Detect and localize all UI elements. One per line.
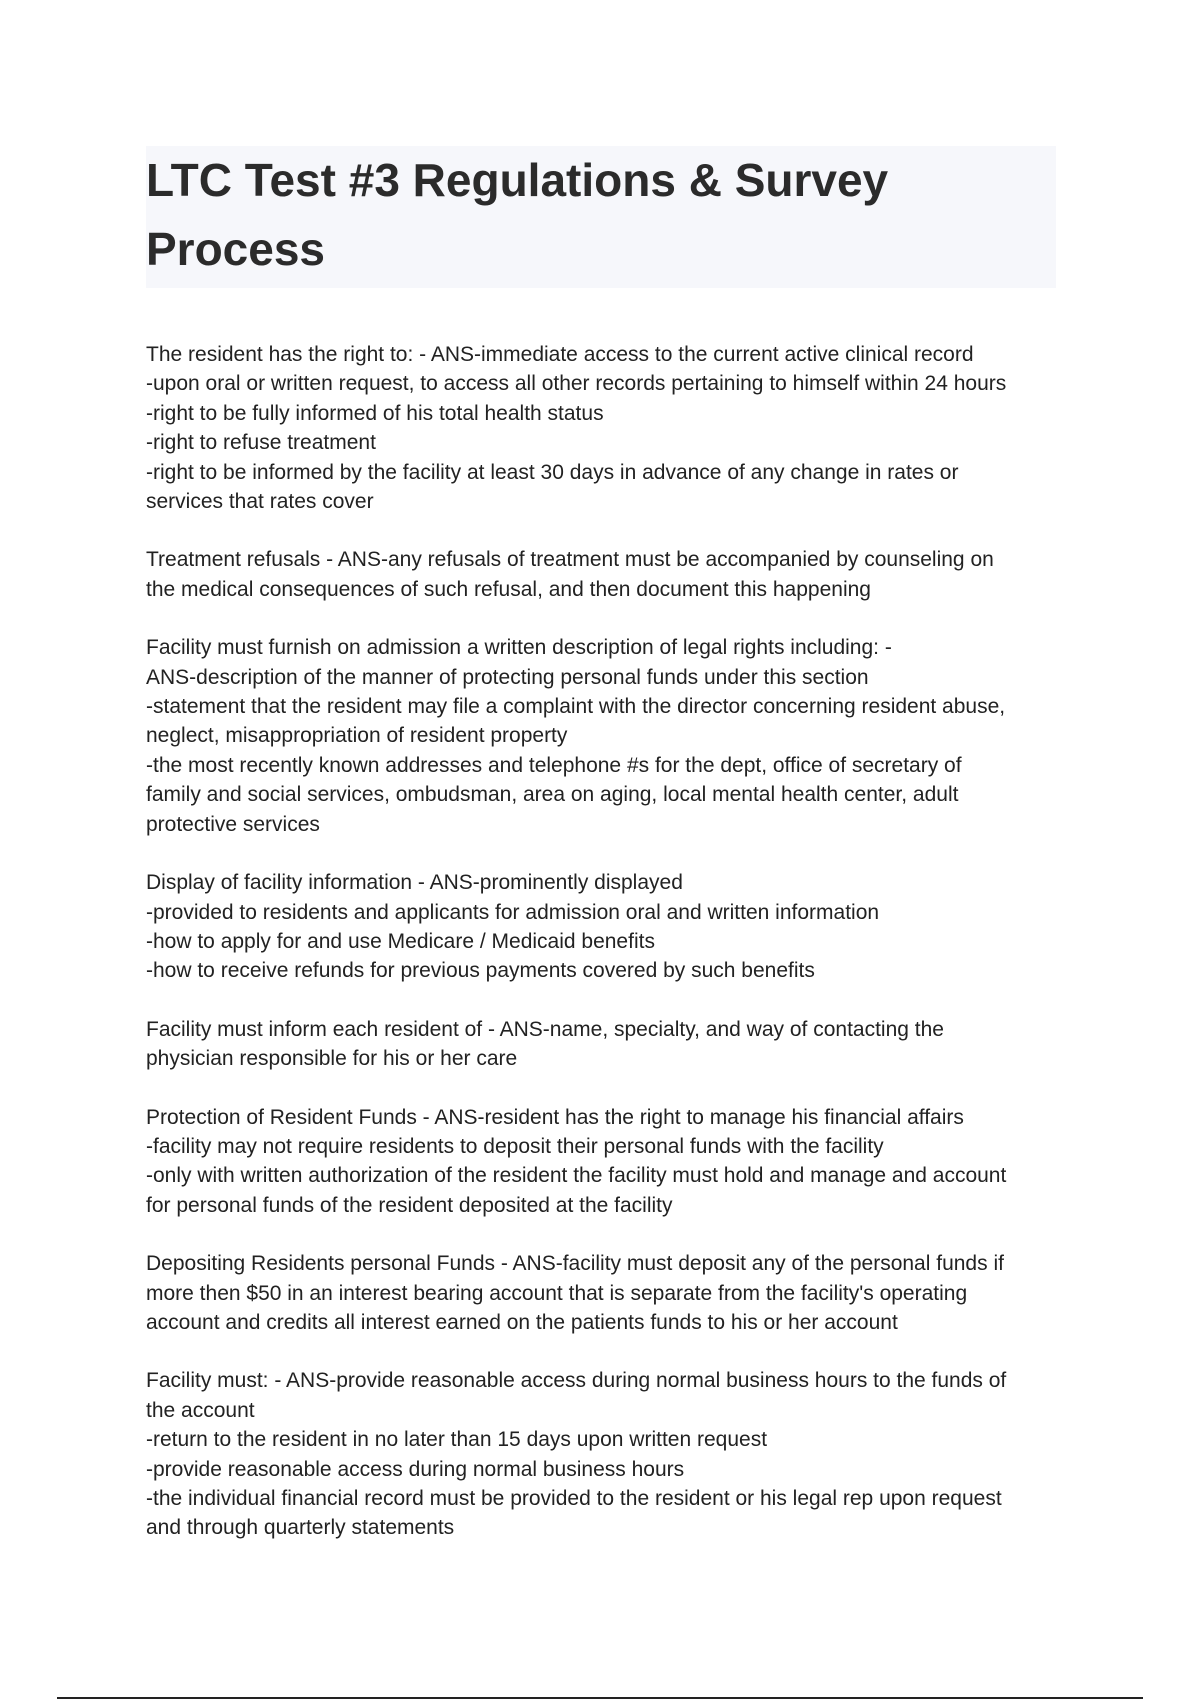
qa-entry-line: Display of facility information - ANS-prominently displayed xyxy=(146,871,683,895)
qa-entry-line: Treatment refusals - ANS-any refusals of treatment must be accompanied by counseling on xyxy=(146,548,994,572)
qa-entry-line: protective services xyxy=(146,812,320,836)
qa-entry-line: services that rates cover xyxy=(146,490,374,514)
qa-entry xyxy=(146,545,1066,604)
qa-entry-line: -how to apply for and use Medicare / Medicaid benefits xyxy=(146,929,655,953)
qa-entry-line: -right to be informed by the facility at least 30 days in advance of any change in rates or xyxy=(146,460,959,484)
qa-entry xyxy=(146,868,1066,986)
qa-entry-line: -how to receive refunds for previous payments covered by such benefits xyxy=(146,959,815,983)
qa-entry-line: -right to refuse treatment xyxy=(146,431,376,455)
document-body xyxy=(146,340,1066,1572)
qa-entry-line: -the individual financial record must be provided to the resident or his legal rep upon request xyxy=(146,1487,1002,1510)
qa-entry-line: Facility must furnish on admission a written description of legal rights including: - xyxy=(146,636,892,660)
qa-entry-line: -right to be fully informed of his total health status xyxy=(146,401,604,425)
qa-entry-line: -only with written authorization of the resident the facility must hold and manage and account xyxy=(146,1164,1007,1188)
footer-divider xyxy=(57,1697,1143,1699)
qa-entry-line: the medical consequences of such refusal, and then document this happening xyxy=(146,577,871,601)
qa-entry-line: Protection of Resident Funds - ANS-resident has the right to manage his financial affairs xyxy=(146,1105,964,1129)
qa-entry-line: for personal funds of the resident deposited at the facility xyxy=(146,1193,673,1217)
qa-entry-line: -provide reasonable access during normal business hours xyxy=(146,1457,685,1481)
qa-entry-line: ANS-description of the manner of protecting personal funds under this section xyxy=(146,665,869,689)
qa-entry-line: -statement that the resident may file a complaint with the director concerning resident abuse, xyxy=(146,695,1006,719)
qa-entry-line: Depositing Residents personal Funds - ANS-facility must deposit any of the personal funds if xyxy=(146,1252,1004,1276)
document-title xyxy=(146,146,1056,284)
qa-entry-line: -provided to residents and applicants for admission oral and written information xyxy=(146,900,880,924)
qa-entry-line: -facility may not require residents to deposit their personal funds with the facility xyxy=(146,1134,884,1158)
qa-entry xyxy=(146,1366,1066,1542)
qa-entry-line: The resident has the right to: - ANS-immediate access to the current active clinical record xyxy=(146,343,974,366)
document-title-line: Process xyxy=(146,223,326,275)
qa-entry xyxy=(146,633,1066,839)
qa-entry-line: -return to the resident in no later than 15 days upon written request xyxy=(146,1428,768,1452)
qa-entry-line: account and credits all interest earned on the patients funds to his or her account xyxy=(146,1310,898,1334)
qa-entry xyxy=(146,1103,1066,1221)
qa-entry-line: -the most recently known addresses and telephone #s for the dept, office of secretary of xyxy=(146,753,962,777)
qa-entry xyxy=(146,1249,1066,1337)
qa-entry xyxy=(146,340,1066,516)
qa-entry-line: more then $50 in an interest bearing account that is separate from the facility's operating xyxy=(146,1281,968,1305)
qa-entry-line: -upon oral or written request, to access all other records pertaining to himself within 24 hours xyxy=(146,372,1007,396)
qa-entry-line: neglect, misappropriation of resident property xyxy=(146,724,568,748)
qa-entry-line: Facility must: - ANS-provide reasonable access during normal business hours to the funds of xyxy=(146,1369,1007,1393)
qa-entry xyxy=(146,1015,1066,1074)
qa-entry-line: family and social services, ombudsman, area on aging, local mental health center, adult xyxy=(146,783,959,807)
qa-entry-line: physician responsible for his or her care xyxy=(146,1047,518,1071)
document-title-line: LTC Test #3 Regulations & Survey xyxy=(146,154,889,206)
qa-entry-line: the account xyxy=(146,1398,255,1422)
qa-entry-line: Facility must inform each resident of - ANS-name, specialty, and way of contacting the xyxy=(146,1017,944,1041)
title-banner xyxy=(146,146,1056,288)
qa-entry-line: and through quarterly statements xyxy=(146,1516,455,1540)
